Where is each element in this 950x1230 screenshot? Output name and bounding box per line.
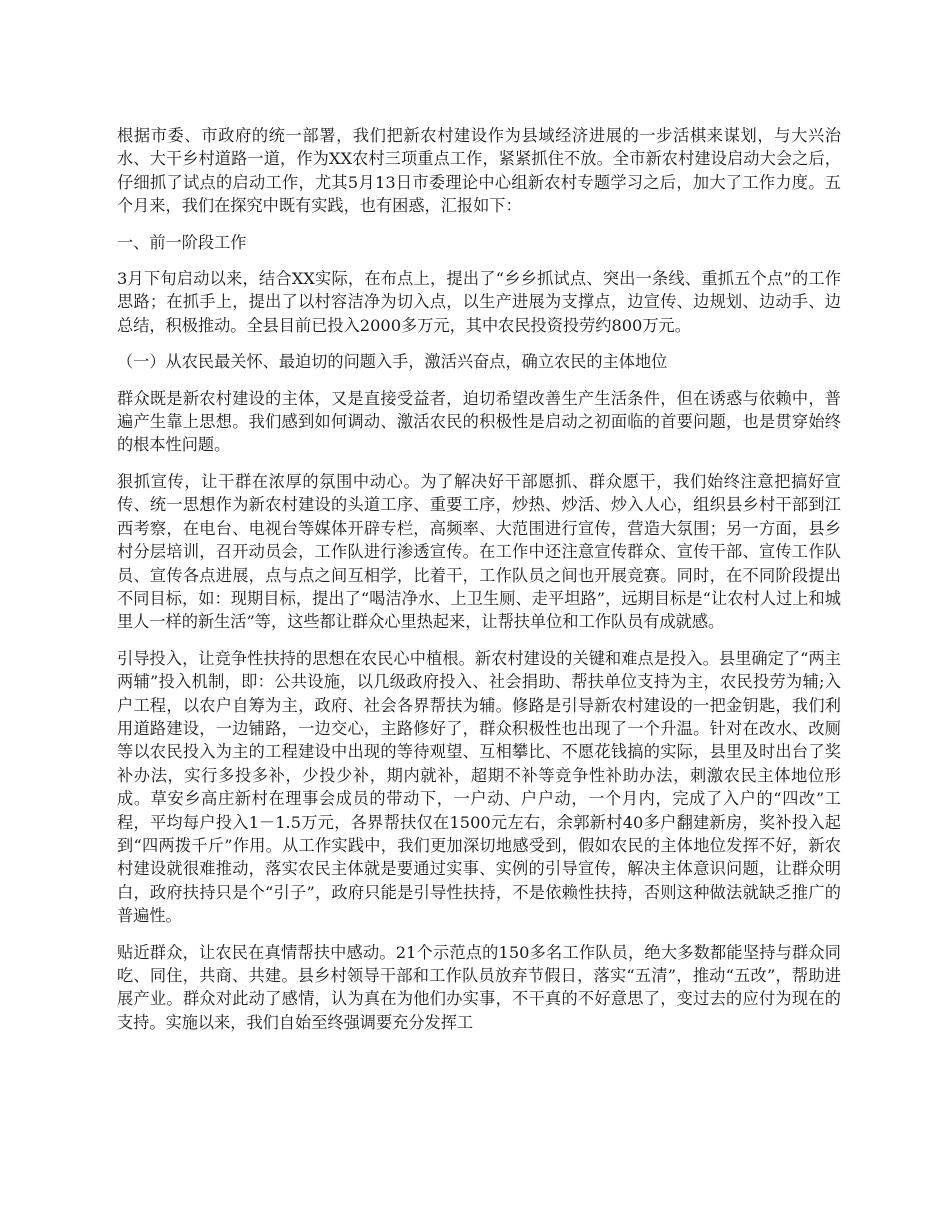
- section-heading: 一、前一阶段工作: [117, 232, 247, 252]
- body-paragraph: 贴近群众，让农民在真情帮扶中感动。21个示范点的150多名工作队员，绝大多数都能坚持与群众同吃、同住，共商、共建。县乡村领导干部和工作队员放弃节假日，落实“五清”，推动“五改”，帮助进展产业。群众对此动了感情，认为真在为他们办实事，不干真的不好意思了，变过去的应付为现在的支持。实施以来，我们自始至终强调要充分发挥工: [117, 942, 841, 1032]
- document-body: [117, 124, 841, 1047]
- subsection-heading: （一）从农民最关怀、最迫切的问题入手，激活兴奋点，确立农民的主体地位: [117, 352, 668, 372]
- body-paragraph: 狠抓宣传，让干群在浓厚的氛围中动心。为了解决好干部愿抓、群众愿干，我们始终注意把搞好宣传、统一思想作为新农村建设的头道工序、重要工序，炒热、炒活、炒入人心，组织县乡村干部到江西考察，在电台、电视台等媒体开辟专栏，高频率、大范围进行宣传，营造大氛围；另一方面，县乡村分层培训，召开动员会，工作队进行渗透宣传。在工作中还注意宣传群众、宣传干部、宣传工作队员、宣传各点进展，点与点之间互相学，比着干，工作队员之间也开展竞赛。同时，在不同阶段提出不同目标，如：现期目标，提出了“喝洁净水、上卫生厕、走平坦路”，远期目标是“让农村人过上和城里人一样的新生活”等，这些都让群众心里热起来，让帮扶单位和工作队员有成就感。: [117, 471, 841, 632]
- body-paragraph: 3月下旬启动以来，结合XX实际，在布点上，提出了“乡乡抓试点、突出一条线、重抓五个点”的工作思路；在抓手上，提出了以村容洁净为切入点，以生产进展为支撑点，边宣传、边规划、边动手、边总结，积极推动。全县目前已投入2000多万元，其中农民投资投劳约800万元。: [117, 269, 841, 335]
- intro-paragraph: 根据市委、市政府的统一部署，我们把新农村建设作为县域经济进展的一步活棋来谋划，与大兴治水、大干乡村道路一道，作为XX农村三项重点工作，紧紧抓住不放。全市新农村建设启动大会之后，仔细抓了试点的启动工作，尤其5月13日市委理论中心组新农村专题学习之后，加大了工作力度。五个月来，我们在探究中既有实践，也有困惑，汇报如下：: [117, 126, 841, 216]
- body-paragraph: 引导投入，让竞争性扶持的思想在农民心中植根。新农村建设的关键和难点是投入。县里确定了“两主两辅”投入机制，即：公共设施，以几级政府投入、社会捐助、帮扶单位支持为主，农民投劳为辅;入户工程，以农户自筹为主，政府、社会各界帮扶为辅。修路是引导新农村建设的一把金钥匙，我们利用道路建设，一边铺路，一边交心，主路修好了，群众积极性也出现了一个升温。针对在改水、改厕等以农民投入为主的工程建设中出现的等待观望、互相攀比、不愿花钱搞的实际，县里及时出台了奖补办法，实行多投多补，少投少补，期内就补，超期不补等竞争性补助办法，刺激农民主体地位形成。草安乡高庄新村在理事会成员的带动下，一户动、户户动，一个月内，完成了入户的“四改”工程，平均每户投入1－1.5万元，各界帮扶仅在1500元左右，余郭新村40多户翻建新房，奖补投入起到“四两拨千斤”作用。从工作实践中，我们更加深切地感受到，假如农民的主体地位发挥不好，新农村建设就很难推动，落实农民主体就是要通过实事、实例的引导宣传，解决主体意识问题，让群众明白，政府扶持只是个“引子”，政府只能是引导性扶持，不是依赖性扶持，否则这种做法就缺乏推广的普遍性。: [117, 648, 841, 926]
- body-paragraph: 群众既是新农村建设的主体，又是直接受益者，迫切希望改善生产生活条件，但在诱惑与依赖中，普遍产生靠上思想。我们感到如何调动、激活农民的积极性是启动之初面临的首要问题，也是贯穿始终的根本性问题。: [117, 388, 841, 455]
